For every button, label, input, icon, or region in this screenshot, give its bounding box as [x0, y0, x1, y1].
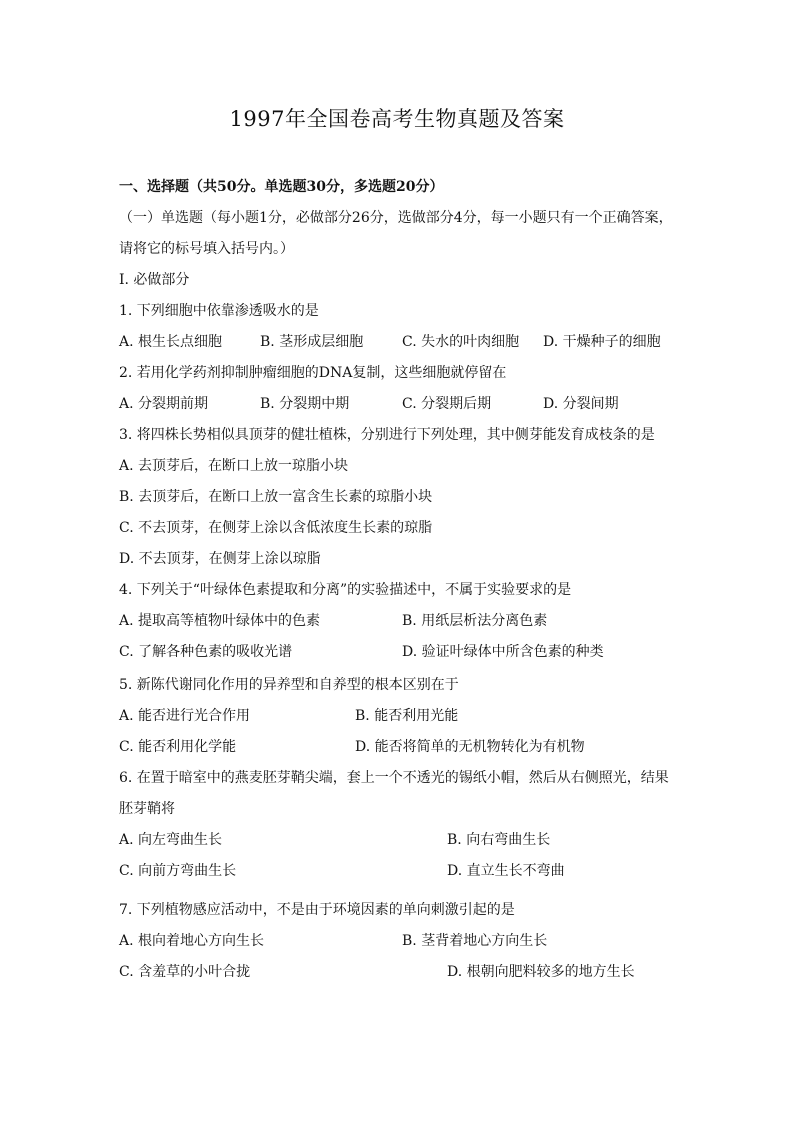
q1-option-d: D. 干燥种子的细胞: [543, 334, 661, 350]
q2-option-b: B. 分裂期中期: [260, 396, 350, 412]
question-7-stem: 7. 下列植物感应活动中，不是由于环境因素的单向刺激引起的是: [119, 902, 515, 918]
q1-option-a: A. 根生长点细胞: [119, 334, 223, 350]
q6-option-a: A. 向左弯曲生长: [119, 832, 223, 848]
q1-option-c: C. 失水的叶肉细胞: [402, 334, 520, 350]
question-6-stem: 6. 在置于暗室中的燕麦胚芽鞘尖端，套上一个不透光的锡纸小帽，然后从右侧照光，结果: [119, 770, 669, 786]
q6-option-d: D. 直立生长不弯曲: [447, 863, 565, 879]
q3-option-b: B. 去顶芽后，在断口上放一富含生长素的琼脂小块: [119, 489, 433, 505]
q4-option-a: A. 提取高等植物叶绿体中的色素: [119, 613, 321, 629]
q7-option-c: C. 含羞草的小叶合拢: [119, 964, 251, 980]
q7-option-a: A. 根向着地心方向生长: [119, 933, 265, 949]
q2-option-c: C. 分裂期后期: [402, 396, 492, 412]
q4-option-c: C. 了解各种色素的吸收光谱: [119, 644, 293, 660]
q6-option-b: B. 向右弯曲生长: [447, 832, 551, 848]
q5-option-c: C. 能否利用化学能: [119, 739, 237, 755]
q4-option-b: B. 用纸层析法分离色素: [402, 613, 548, 629]
q7-option-d: D. 根朝向肥料较多的地方生长: [447, 964, 635, 980]
question-5-stem: 5. 新陈代谢同化作用的异养型和自养型的根本区别在于: [119, 677, 459, 693]
question-6-stem-continued: 胚芽鞘将: [119, 801, 175, 817]
instructions-line-1: （一）单选题（每小题1分，必做部分26分，选做部分4分，每一小题只有一个正确答案，: [119, 210, 673, 226]
q5-option-b: B. 能否利用光能: [355, 708, 459, 724]
q3-option-d: D. 不去顶芽，在侧芽上涂以琼脂: [119, 551, 321, 567]
question-3-stem: 3. 将四株长势相似具顶芽的健壮植株，分别进行下列处理，其中侧芽能发育成枝条的是: [119, 427, 655, 443]
instructions-line-2: 请将它的标号填入括号内。）: [119, 241, 294, 257]
question-2-stem: 2. 若用化学药剂抑制肿瘤细胞的DNA复制，这些细胞就停留在: [119, 365, 507, 381]
question-1-stem: 1. 下列细胞中依靠渗透吸水的是: [119, 303, 319, 319]
q3-option-c: C. 不去顶芽，在侧芽上涂以含低浓度生长素的琼脂: [119, 520, 433, 536]
q1-option-b: B. 茎形成层细胞: [260, 334, 364, 350]
q6-option-c: C. 向前方弯曲生长: [119, 863, 237, 879]
q2-option-a: A. 分裂期前期: [119, 396, 209, 412]
page-title: 1997年全国卷高考生物真题及答案: [229, 107, 565, 131]
q2-option-d: D. 分裂间期: [543, 396, 619, 412]
section-heading: 一、选择题（共50分。单选题30分，多选题20分）: [119, 179, 444, 195]
question-4-stem: 4. 下列关于“叶绿体色素提取和分离”的实验描述中，不属于实验要求的是: [119, 582, 572, 598]
part-heading: I. 必做部分: [119, 272, 190, 288]
q4-option-d: D. 验证叶绿体中所含色素的种类: [402, 644, 604, 660]
q5-option-d: D. 能否将简单的无机物转化为有机物: [355, 739, 585, 755]
q7-option-b: B. 茎背着地心方向生长: [402, 933, 548, 949]
q5-option-a: A. 能否进行光合作用: [119, 708, 251, 724]
q3-option-a: A. 去顶芽后，在断口上放一琼脂小块: [119, 458, 349, 474]
